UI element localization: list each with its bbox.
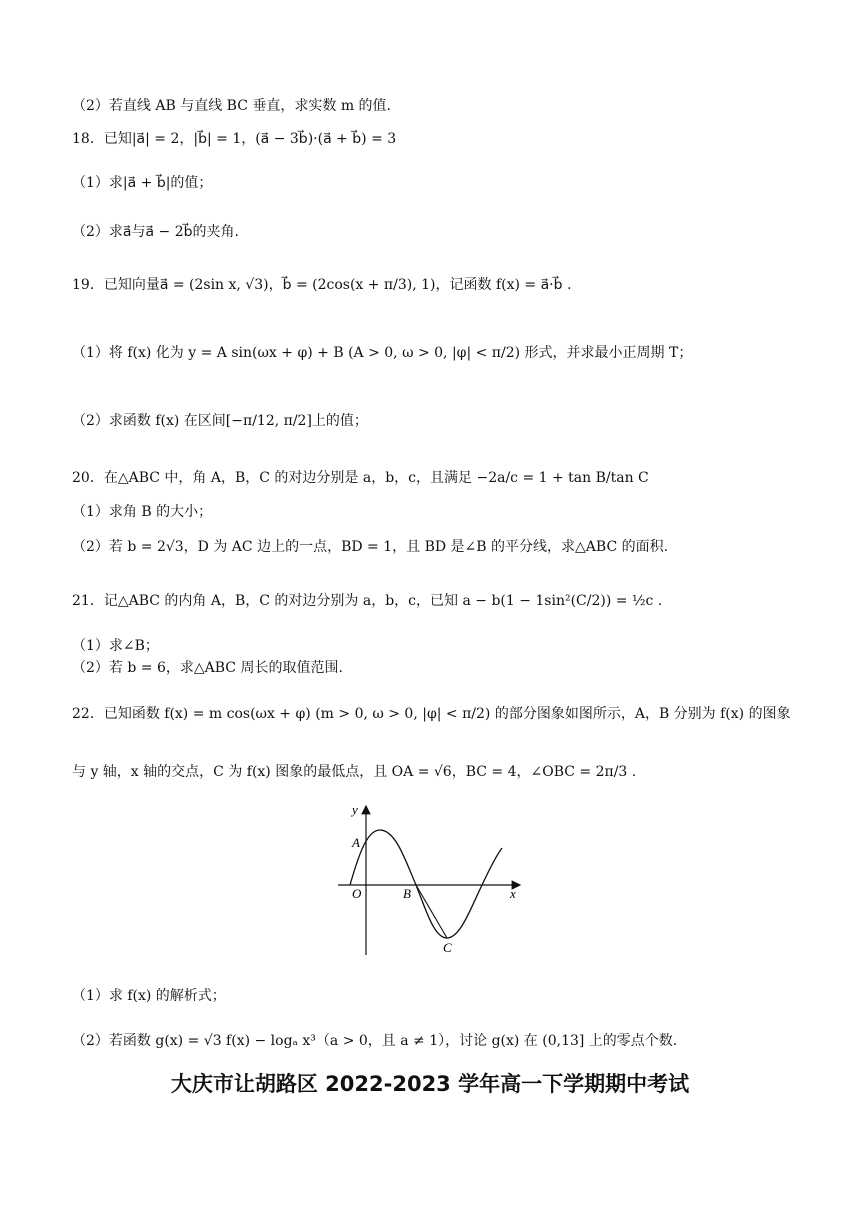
point-a-label: A bbox=[352, 835, 360, 850]
q19-stem: 19．已知向量a⃗ = (2sin x, √3)，b⃗ = (2cos(x + π/3), 1)，记函数 f(x) = a⃗·b⃗ . bbox=[72, 277, 572, 293]
q18-part1: （1）求|a⃗ + b⃗|的值； bbox=[72, 175, 213, 191]
q18-part2: （2）求a⃗与a⃗ − 2b⃗的夹角. bbox=[72, 224, 239, 240]
q19-part2: （2）求函数 f(x) 在区间[−π/12, π/2]上的值； bbox=[72, 413, 368, 429]
origin-label: O bbox=[352, 886, 362, 901]
q20-part1: （1）求角 B 的大小； bbox=[72, 504, 213, 520]
q21-part1: （1）求∠B； bbox=[72, 638, 159, 654]
q18-stem: 18．已知|a⃗| = 2，|b⃗| = 1，(a⃗ − 3b⃗)·(a⃗ + b⃗) = 3 bbox=[72, 131, 397, 147]
y-axis-label: y bbox=[352, 802, 358, 817]
q22-stem-2: 与 y 轴，x 轴的交点，C 为 f(x) 图象的最低点，且 OA = √6，BC = 4，∠OBC = 2π/3 . bbox=[72, 764, 637, 780]
q21-part2: （2）若 b = 6，求△ABC 周长的取值范围. bbox=[72, 660, 343, 676]
q20-part2: （2）若 b = 2√3，D 为 AC 边上的一点，BD = 1，且 BD 是∠B 的平分线，求△ABC 的面积. bbox=[72, 539, 669, 555]
point-c-label: C bbox=[443, 940, 452, 955]
q22-part1: （1）求 f(x) 的解析式； bbox=[72, 988, 226, 1004]
cosine-curve bbox=[350, 830, 502, 938]
function-graph-figure bbox=[330, 800, 530, 960]
q17-part2: （2）若直线 AB 与直线 BC 垂直，求实数 m 的值. bbox=[72, 98, 391, 114]
q20-stem: 20．在△ABC 中，角 A，B，C 的对边分别是 a，b，c，且满足 −2a/c = 1 + tan B/tan C bbox=[72, 470, 649, 486]
exam-title: 大庆市让胡路区 2022-2023 学年高一下学期期中考试 bbox=[170, 1072, 690, 1096]
q22-part2: （2）若函数 g(x) = √3 f(x) − logₐ x³（a > 0，且 a ≠ 1），讨论 g(x) 在 (0,13] 上的零点个数. bbox=[72, 1033, 678, 1049]
point-b-label: B bbox=[403, 886, 411, 901]
x-axis-label: x bbox=[510, 886, 516, 901]
q21-stem: 21．记△ABC 的内角 A，B，C 的对边分别为 a，b，c，已知 a − b(1 − 1sin²(C/2)) = ½c . bbox=[72, 593, 663, 609]
segment-bc bbox=[416, 885, 447, 938]
q22-stem-1: 22．已知函数 f(x) = m cos(ωx + φ) (m > 0, ω > 0, |φ| < π/2) 的部分图象如图所示，A，B 分别为 f(x) 的图象 bbox=[72, 706, 791, 722]
q19-part1: （1）将 f(x) 化为 y = A sin(ωx + φ) + B (A > 0, ω > 0, |φ| < π/2) 形式，并求最小正周期 T； bbox=[72, 345, 693, 361]
